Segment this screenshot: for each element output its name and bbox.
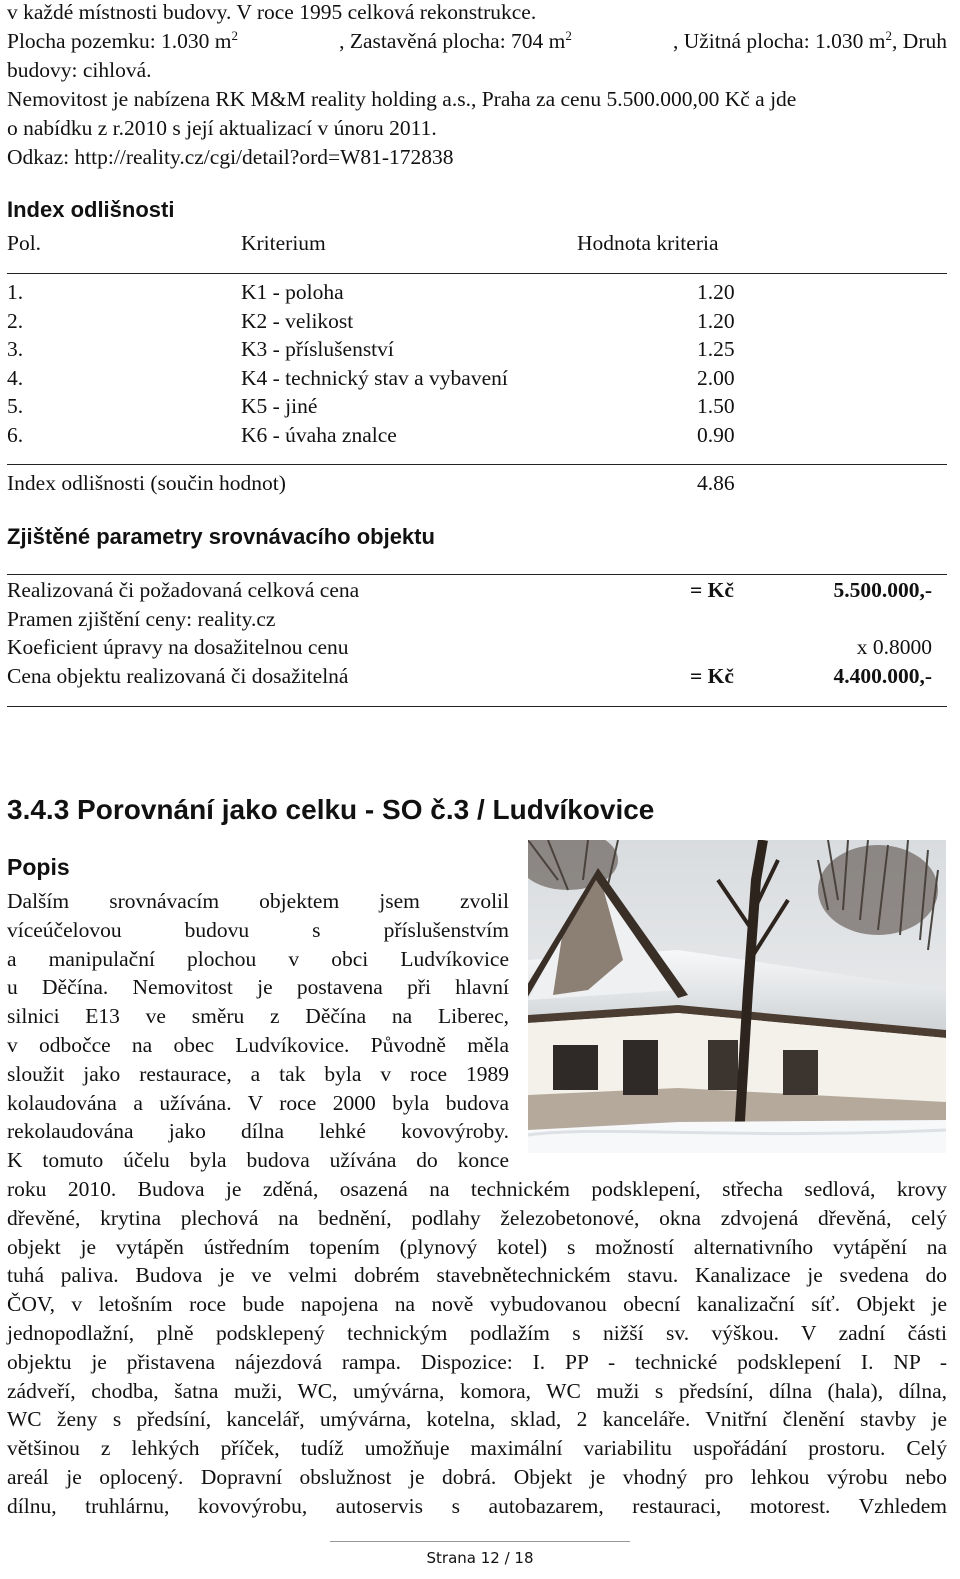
row-hodnota: 1.25 — [697, 337, 735, 361]
section-title: 3.4.3 Porovnání jako celku - SO č.3 / Ludvíkovice — [7, 794, 655, 825]
paragraph-line: dílnu, truhlárnu, kovovýrobu, autoservis s autobazarem, restauraci, motorest. Vzhledem — [7, 1493, 947, 1518]
row-pol: 2. — [7, 309, 24, 333]
row-hodnota: 1.50 — [697, 394, 735, 418]
param-label: Cena objektu realizovaná či dosažitelná — [7, 664, 349, 688]
header-hodnota: Hodnota kriteria — [577, 231, 719, 255]
paragraph-line: objektu je přistavena nájezdová rampa. Dispozice: I. PP - technické podsklepení I. NP - — [7, 1349, 947, 1374]
area-parcel: Plocha pozemku: 1.030 $m^2$ — [7, 27, 239, 53]
total-rule — [7, 464, 947, 465]
total-label: Index odlišnosti (součin hodnot) — [7, 471, 286, 495]
row-hodnota: 0.90 — [697, 423, 735, 447]
popis-heading: Popis — [7, 854, 70, 880]
paragraph-line: u Děčína. Nemovitost je postavena při hlavní — [7, 975, 509, 1000]
footer-rule — [330, 1541, 630, 1542]
param-value: 5.500.000,- — [833, 578, 932, 602]
paragraph-line: v odbočce na obec Ludvíkovice. Původně měla — [7, 1032, 509, 1057]
paragraph-line: většinou z lehkých příček, tudíž umožňuje maximální variabilitu uspořádání prostoru. Celý — [7, 1436, 947, 1461]
param-label: Pramen zjištění ceny: reality.cz — [7, 607, 276, 631]
row-hodnota: 2.00 — [697, 366, 735, 390]
paragraph-line: rekolaudována jako dílna lehké kovovýroby. — [7, 1119, 509, 1144]
paragraph-line: WC ženy s předsíní, kancelář, umývárna, kotelna, sklad, 2 kanceláře. Vnitřní členění stavby je — [7, 1407, 947, 1432]
param-label: Koeficient úpravy na dosažitelnou cenu — [7, 635, 349, 659]
paragraph-line: ČOV, v letošním roce bude napojena na nově vybudovanou obecní kanalizační síť. Objekt je — [7, 1292, 947, 1317]
offer-line-2: o nabídku z r.2010 s její aktualizací v únoru 2011. — [7, 116, 437, 140]
building-photo-image — [528, 840, 946, 1153]
row-kriterium: K4 - technický stav a vybavení — [241, 366, 508, 390]
table-row — [0, 335, 960, 364]
source-link: Odkaz: http://reality.cz/cgi/detail?ord=W81-172838 — [7, 145, 454, 169]
row-pol: 5. — [7, 394, 24, 418]
row-kriterium: K2 - velikost — [241, 309, 354, 333]
row-hodnota: 1.20 — [697, 280, 735, 304]
area-line — [7, 27, 947, 56]
paragraph-line: silnici E13 ve směru z Děčína na Liberec, — [7, 1004, 509, 1029]
area-built: , Zastavěná plocha: 704 $m^2$ — [339, 27, 572, 53]
popis-paragraph-wide — [7, 1175, 947, 1521]
row-kriterium: K1 - poloha — [241, 280, 344, 304]
table-row — [0, 421, 960, 450]
intro-line-1: v každé místnosti budovy. V roce 1995 celková rekonstrukce. — [7, 0, 537, 24]
total-value: 4.86 — [697, 471, 735, 495]
paragraph-line: a manipulační plochou v obci Ludvíkovice — [7, 946, 509, 971]
area-line-2: budovy: cihlová. — [7, 58, 152, 82]
paragraph-line: kolaudována a užívána. V roce 2000 byla budova — [7, 1090, 509, 1115]
table-row — [0, 392, 960, 421]
area-usable: , Užitná plocha: 1.030 $m^2$, Druh — [672, 27, 947, 53]
param-unit: = Kč — [690, 664, 734, 688]
row-pol: 1. — [7, 280, 24, 304]
page-number: Strana 12 / 18 — [426, 1549, 534, 1567]
paragraph-line: tuhá paliva. Budova je ve velmi dobrém stavebnětechnickém stavu. Kanalizace je svedena do — [7, 1263, 947, 1288]
table-row — [0, 307, 960, 336]
params-row-coefficient — [0, 633, 960, 662]
table-row — [0, 364, 960, 393]
params-row-source — [0, 605, 960, 634]
index-heading: Index odlišnosti — [7, 197, 175, 222]
paragraph-line: roku 2010. Budova je zděná, osazená na technickém podsklepení, střecha sedlová, krovy — [7, 1177, 947, 1201]
param-value: 4.400.000,- — [833, 664, 932, 688]
paragraph-line: jednopodlažní, plně podsklepený technickým podlažím s nižší sv. výškou. V zadní části — [7, 1320, 947, 1345]
header-kriterium: Kriterium — [241, 231, 326, 255]
paragraph-line: sloužit jako restaurace, a tak byla v roce 1989 — [7, 1061, 509, 1086]
header-rule — [7, 273, 947, 274]
paragraph-line: areál je oplocený. Dopravní obslužnost je dobrá. Objekt je vhodný pro lehkou výrobu nebo — [7, 1464, 947, 1489]
row-kriterium: K3 - příslušenství — [241, 337, 394, 361]
row-pol: 3. — [7, 337, 24, 361]
param-unit: = Kč — [690, 578, 734, 602]
paragraph-line: Dalším srovnávacím objektem jsem zvolil — [7, 889, 509, 913]
header-pol: Pol. — [7, 231, 42, 255]
row-kriterium: K5 - jiné — [241, 394, 318, 418]
param-label: Realizovaná či požadovaná celková cena — [7, 578, 360, 602]
paragraph-line: K tomuto účelu byla budova užívána do konce — [7, 1148, 509, 1173]
offer-line-1: Nemovitost je nabízena RK M&M reality holding a.s., Praha za cenu 5.500.000,00 Kč a jde — [7, 87, 797, 111]
paragraph-line: zádveří, chodba, šatna muži, WC, umývárna, komora, WC muži s předsíní, dílna (hala), dílna, — [7, 1378, 947, 1403]
paragraph-line: dřevěné, krytina plechová na bednění, podlahy železobetonové, okna zdvojená dřevěná, celý — [7, 1205, 947, 1230]
row-pol: 6. — [7, 423, 24, 447]
row-pol: 4. — [7, 366, 24, 390]
paragraph-line: víceúčelovou budovu s příslušenstvím — [7, 917, 509, 942]
params-row-final — [0, 662, 960, 691]
params-bottom-rule — [7, 706, 947, 707]
param-value: x 0.8000 — [856, 635, 932, 659]
building-photo — [528, 840, 946, 1153]
paragraph-line: objekt je vytápěn ústředním topením (plynový kotel) s možností alternativního vytápění na — [7, 1234, 947, 1259]
row-hodnota: 1.20 — [697, 309, 735, 333]
popis-paragraph-narrow — [7, 887, 509, 1175]
params-row-price — [0, 576, 960, 605]
table-row — [0, 278, 960, 307]
row-kriterium: K6 - úvaha znalce — [241, 423, 397, 447]
params-heading: Zjištěné parametry srovnávacího objektu — [7, 524, 435, 549]
params-top-rule — [7, 574, 947, 575]
